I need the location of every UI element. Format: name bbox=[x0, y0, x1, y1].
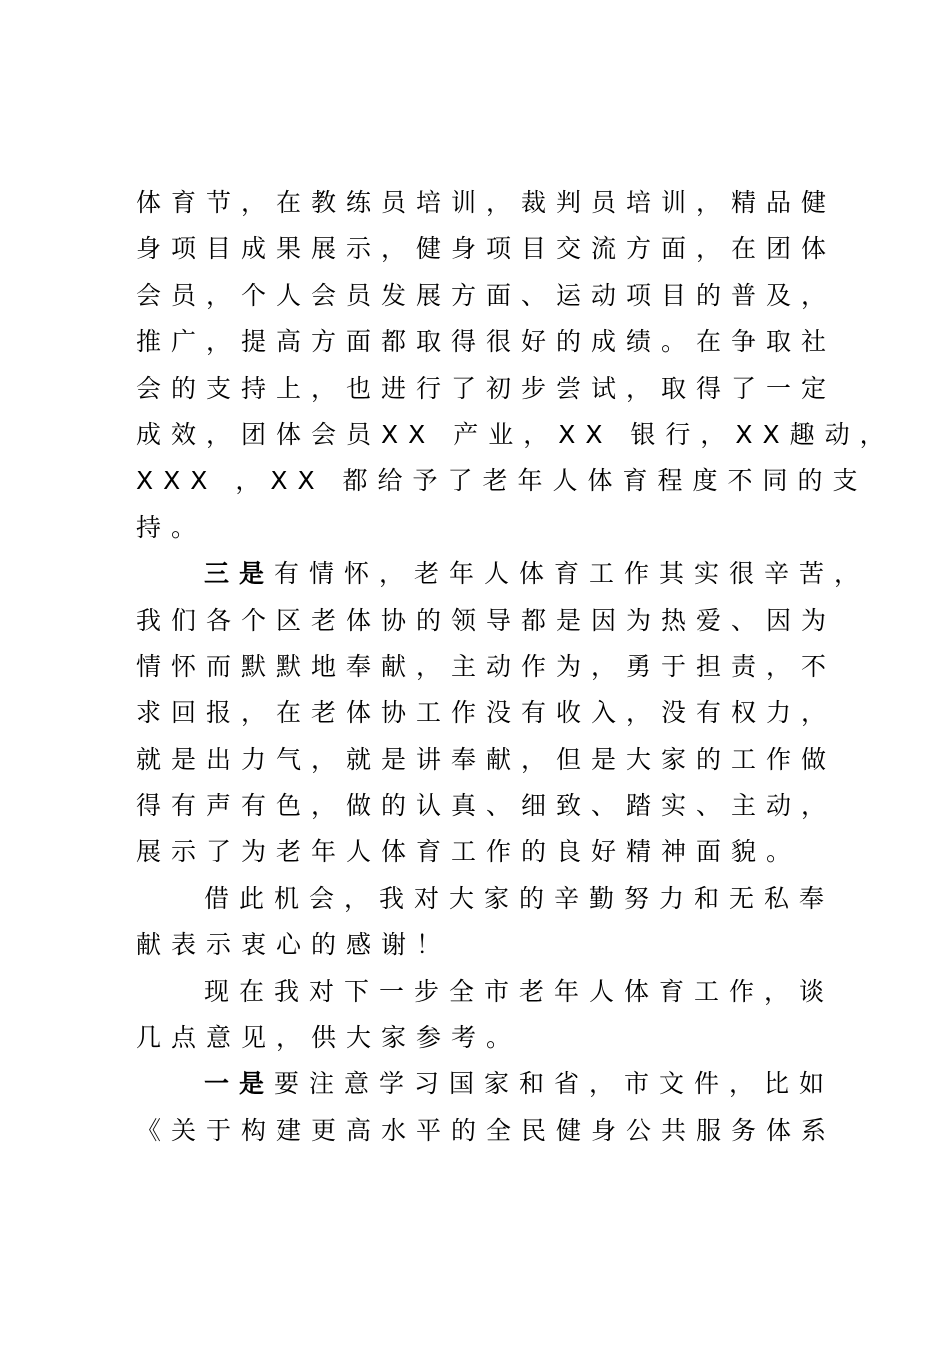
text-line: 展示了为老年人体育工作的良好精神面貌。 bbox=[136, 837, 802, 867]
text-line: 得有声有色，做的认真、细致、踏实、主动， bbox=[136, 791, 837, 821]
text-line: 我们各个区老体协的领导都是因为热爱、因为 bbox=[136, 605, 837, 635]
line-text: 要注意学习国家和省，市文件，比如 bbox=[274, 1069, 835, 1099]
text-line: 情怀而默默地奉献，主动作为，勇于担责，不 bbox=[136, 651, 837, 681]
text-line: 推广，提高方面都取得很好的成绩。在争取社 bbox=[136, 327, 837, 357]
text-line: 求回报，在老体协工作没有收入，没有权力， bbox=[136, 698, 837, 728]
paragraph-start-line bbox=[136, 551, 870, 597]
paragraph-start-line: 现在我对下一步全市老年人体育工作，谈 bbox=[204, 976, 835, 1006]
line-text: 有情怀，老年人体育工作其实很辛苦， bbox=[274, 559, 870, 589]
text-line: 几点意见，供大家参考。 bbox=[136, 1023, 522, 1053]
text-line: XXX ，XX 都给予了老年人体育程度不同的支 bbox=[136, 466, 868, 496]
text-line: 就是出力气，就是讲奉献，但是大家的工作做 bbox=[136, 744, 837, 774]
paragraph-start-line bbox=[136, 1061, 836, 1107]
text-line: 体育节，在教练员培训，裁判员培训，精品健 bbox=[136, 188, 837, 217]
text-line: 《关于构建更高水平的全民健身公共服务体系 bbox=[136, 1115, 837, 1145]
bold-lead: 三是 bbox=[204, 559, 275, 589]
text-line: 会员，个人会员发展方面、运动项目的普及， bbox=[136, 280, 837, 310]
text-line: 会的支持上，也进行了初步尝试，取得了一定 bbox=[136, 373, 837, 403]
text-line: 成效，团体会员XX 产业，XX 银行，XX趣动， bbox=[136, 419, 895, 449]
paragraph-start-line: 借此机会，我对大家的辛勤努力和无私奉 bbox=[204, 883, 835, 913]
text-line: 身项目成果展示，健身项目交流方面，在团体 bbox=[136, 234, 837, 264]
text-line: 献表示衷心的感谢！ bbox=[136, 930, 452, 960]
bold-lead: 一是 bbox=[204, 1069, 275, 1099]
body-text bbox=[136, 180, 895, 1154]
text-line: 持。 bbox=[136, 512, 207, 542]
